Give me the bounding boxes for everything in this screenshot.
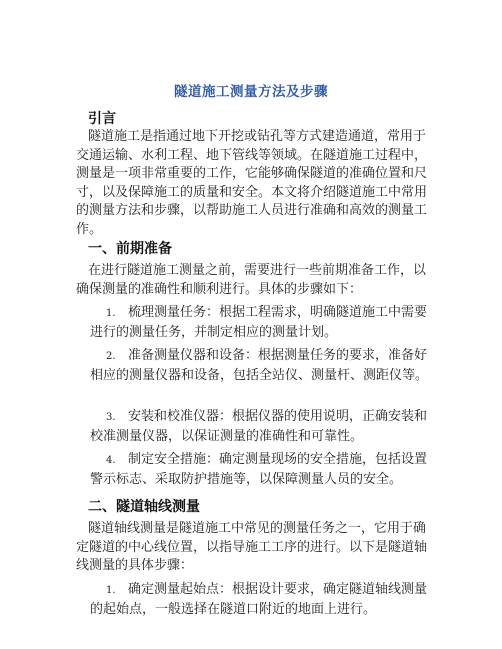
document-title: 隧道施工测量方法及步骤 [174,84,328,100]
section-heading-axis: 二、隧道轴线测量 [88,499,200,515]
list-item [90,451,436,489]
list-item [90,408,436,446]
prep-paragraph [76,262,438,299]
list-item-number: 2. [106,351,116,362]
list-item-text: 安装和校准仪器：根据仪器的使用说明，正确安装和校准测量仪器，以保证测量的准确性和可靠性。 [90,409,428,444]
list-item-number: 4. [106,455,116,466]
list-item [90,581,436,619]
intro-paragraph [76,128,438,239]
prep-text: 在进行隧道施工测量之前，需要进行一些前期准备工作，以确保测量的准确性和顺利进行。具体的步骤如下： [76,263,427,297]
list-item-number: 1. [106,308,116,319]
list-item-text: 准备测量仪器和设备：根据测量任务的要求，准备好相应的测量仪器和设备，包括全站仪、测量杆、测距仪等。 [90,348,429,383]
section-heading-prep: 一、前期准备 [88,241,172,257]
list-item [90,347,436,385]
section-heading-intro: 引言 [88,111,116,127]
list-item-text: 确定测量起始点：根据设计要求，确定隧道轴线测量的起始点，一般选择在隧道口附近的地面上进行。 [90,582,428,617]
list-item-text: 制定安全措施：确定测量现场的安全措施，包括设置警示标志、采取防护措施等，以保障测量人员的安全。 [90,452,428,487]
axis-text: 隧道轴线测量是隧道施工中常见的测量任务之一，它用于确定隧道的中心线位置，以指导施工工序的进行。以下是隧道轴线测量的具体步骤： [76,521,428,573]
list-item-text: 梳理测量任务：根据工程需求，明确隧道施工中需要进行的测量任务，并制定相应的测量计划。 [90,305,428,340]
axis-paragraph [76,520,438,576]
list-item [90,304,436,342]
intro-text: 隧道施工是指通过地下开挖或钻孔等方式建造通道，常用于交通运输、水利工程、地下管线等领域。在隧道施工过程中，测量是一项非常重要的工作，它能够确保隧道的准确位置和尺寸，以及保障施工的质量和安全。本文将介绍隧道施工中常用的测量方法和步骤，以帮助施工人员进行准确和高效的测量工作。 [76,129,428,237]
list-item-number: 1. [106,585,116,596]
list-item-number: 3. [106,412,116,423]
